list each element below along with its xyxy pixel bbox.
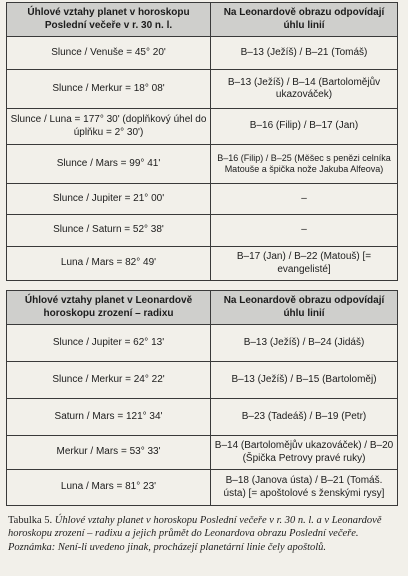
table-row: [7, 399, 398, 436]
painting-lines-cell: B–13 (Ježíš) / B–15 (Bartoloměj): [211, 362, 398, 399]
painting-lines-cell: B–16 (Filip) / B–17 (Jan): [211, 109, 398, 145]
painting-lines-cell: B–13 (Ježíš) / B–24 (Jidáš): [211, 325, 398, 362]
aspect-cell: Merkur / Mars = 53° 33': [7, 436, 211, 470]
aspect-cell: Luna / Mars = 81° 23': [7, 470, 211, 506]
table-row: [7, 215, 398, 247]
aspect-cell: Slunce / Luna = 177° 30' (doplňkový úhel do úplňku = 2° 30'): [7, 109, 211, 145]
table-row: [7, 470, 398, 506]
table-row: [7, 247, 398, 281]
caption-label: Tabulka 5.: [8, 515, 53, 526]
aspect-cell: Slunce / Jupiter = 21° 00': [7, 184, 211, 215]
column-header-planet-aspects: Úhlové vztahy planet v horoskopu Poslední večeře v r. 30 n. l.: [7, 3, 211, 37]
aspect-cell: Slunce / Saturn = 52° 38': [7, 215, 211, 247]
painting-lines-cell: B–16 (Filip) / B–25 (Měšec s penězi celníka Matouše a špička nože Jakuba Alfeova): [211, 145, 398, 184]
painting-lines-cell: –: [211, 215, 398, 247]
column-header-planet-aspects: Úhlové vztahy planet v Leonardově horoskopu zrození – radixu: [7, 291, 211, 325]
table-leonardo-radix: [6, 290, 398, 506]
painting-lines-cell: B–14 (Bartolomějův ukazováček) / B–20 (Špička Petrovy pravé ruky): [211, 436, 398, 470]
painting-lines-cell: –: [211, 184, 398, 215]
painting-lines-cell: B–18 (Janova ústa) / B–21 (Tomáš. ústa) [= apoštolové s ženskými rysy]: [211, 470, 398, 506]
aspect-cell: Luna / Mars = 82° 49': [7, 247, 211, 281]
painting-lines-cell: B–13 (Ježíš) / B–21 (Tomáš): [211, 37, 398, 70]
table-row: [7, 37, 398, 70]
table-caption: [8, 514, 400, 554]
aspect-cell: Slunce / Mars = 99° 41': [7, 145, 211, 184]
painting-lines-cell: B–13 (Ježíš) / B–14 (Bartolomějův ukazováček): [211, 70, 398, 109]
column-header-painting-lines: Na Leonardově obrazu odpovídají úhlu linií: [211, 291, 398, 325]
table-row: [7, 184, 398, 215]
table-last-supper-horoscope: [6, 2, 398, 281]
caption-text: Úhlové vztahy planet v horoskopu Poslední večeře v r. 30 n. l. a v Leonardově horoskopu zrození – radixu a jejich průmět do Leonardova obrazu Poslední večeře. Poznámka: Není-li uvedeno jinak, procházejí planetární linie čely apoštolů.: [8, 515, 382, 553]
aspect-cell: Slunce / Jupiter = 62° 13': [7, 325, 211, 362]
table-row: [7, 436, 398, 470]
aspect-cell: Saturn / Mars = 121° 34': [7, 399, 211, 436]
table-row: [7, 145, 398, 184]
painting-lines-cell: B–23 (Tadeáš) / B–19 (Petr): [211, 399, 398, 436]
table-row: [7, 109, 398, 145]
aspect-cell: Slunce / Venuše = 45° 20': [7, 37, 211, 70]
column-header-painting-lines: Na Leonardově obrazu odpovídají úhlu linií: [211, 3, 398, 37]
table-row: [7, 325, 398, 362]
painting-lines-cell: B–17 (Jan) / B–22 (Matouš) [= evangelisté]: [211, 247, 398, 281]
aspect-cell: Slunce / Merkur = 24° 22': [7, 362, 211, 399]
table-row: [7, 70, 398, 109]
aspect-cell: Slunce / Merkur = 18° 08': [7, 70, 211, 109]
table-row: [7, 362, 398, 399]
